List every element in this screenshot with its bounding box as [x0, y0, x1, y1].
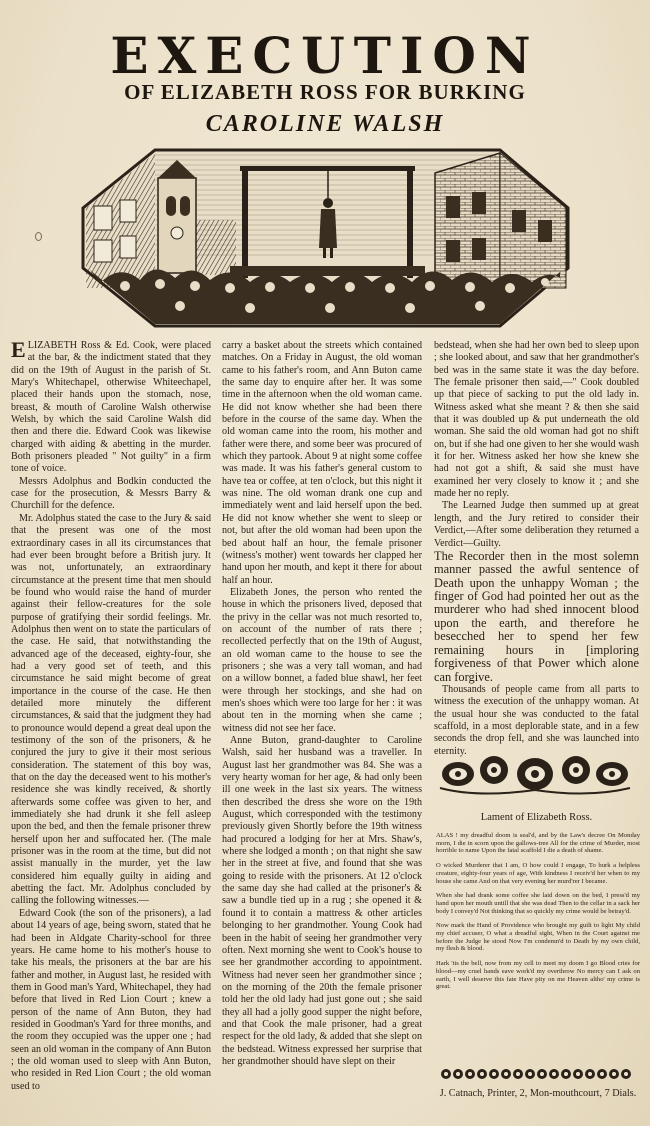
article-paragraph: bedstead, when she had her own bed to sleep upon ; she looked about, and saw that her grandmother's bed was in the same state it was the day before. The female prisoner then said,—" Cook doubled up that piece of sacking to put the old lady in. Witness asked what she meant ? & then she said that it was doubled up & put underneath the old woman. She said the old woman had got no shift on, but if she had one given to her she would wash it for her. Witness asked her how she knew she had not got a shift, & said she must have examined her very closely to know it ; and she made her no reply. — [434, 340, 639, 500]
article-column-2 — [222, 340, 422, 1120]
lament-verse: Hark 'tis the bell, now from my cell to meet my doom I go Blood cries for blood—my cruel hands eave work'd my overthrow No mercy can I ask on earth, I well deserve this fate Have pity on me Heaven altho' my crime is great. — [436, 960, 640, 991]
printer-imprint: J. Catnach, Printer, 2, Mon-mouthcourt, 7 Dials. — [439, 1088, 637, 1099]
decorative-border — [440, 1066, 634, 1082]
article-paragraph: Elizabeth Jones, the person who rented the house in which the prisoners lived, deposed that the privy in the cellar was not much resorted to, on account of the number of rats there ; recollected perfectly that on the 19th of August, an old woman came to the house to see the prisoners ; she was a very tall woman, and had on a willow bonnet, a faded blue shawl, her feet were through her stockings, and she had on men's shoes which were too large for her : it was about ten in the morning when she came ; witness did not see her face. — [222, 586, 422, 734]
headline-subtitle: OF ELIZABETH ROSS FOR BURKING — [124, 80, 526, 104]
lament-verse: ALAS ! my dreadful doom is seal'd, and by the Law's decree On Monday morn, I die in scorn upon the gallows-tree All for the crime of Murder, most horrible to name Upon the fatal scaffold I die a death of shame. — [436, 832, 640, 855]
article-paragraph: The Learned Judge then summed up at great length, and the Jury retired to consider their Verdict,—After some deliberation they returned a Verdict—Guilty. — [434, 500, 639, 549]
lament-title: Lament of Elizabeth Ross. — [480, 812, 593, 823]
execution-woodcut-illustration — [80, 148, 570, 328]
article-paragraph: Edward Cook (the son of the prisoners), a lad about 14 years of age, being sworn, stated that he had been in Aldgate Charity-school for three years. He came home to his mother's house to take his meals, the prisoners at the bar are his father and mother, in August last, he resided with them in Good man's Yard, Whitechapel, they had before that lived in Red Lion Court ; knew a person of the name of Ann Buton, they had resided in Goodman's Yard for three months, and the room they occupied was the upper one ; had seen an old woman in the company of Ann Buton ; the old woman used to sleep with Ann Buton, who resided in Red Lion Court ; the old woman used to — [11, 907, 211, 1092]
article-column-1 — [11, 337, 211, 1120]
floral-ornament — [438, 748, 632, 800]
article-column-3 — [434, 340, 639, 757]
article-paragraph: Anne Buton, grand-daughter to Caroline Walsh, said her husband was a traveller. In August last her grandmother was 84. She was a very hearty woman for her age, & had only been ill one week in the last six years. The witness then described the dress she wore on the 19th August, which corresponded with the testimony previously given Shortly before the 19th witness had procured a lodging for her at Mrs. Shaw's, where she lodged a month ; on that night she saw her in the street at five, and found that she was going to reside with the prisoners. At 12 o'clock the same day she had called at the prisoner's & saw a bundle tied up in a rug ; she opened it & found it to contain a mattress & other articles belonging to her grandmother. Young Cook had been in the habit of seeing her grandmother very often. Next morning she went to Cook's house to see her grandmother according to appointment. Witness had never seen her grandmother since ; on the morning of the 20th the female prisoner told her the old lady had just gone out ; she said they all had a jolly good supper the night before, and that Cook the male prisoner, had a great respect for the old lady, & added that she slept on the bedstead. Witness expressed her surprise that her grandmother should have slept on their — [222, 735, 422, 1067]
lament-verses — [436, 832, 640, 998]
page-mark — [35, 232, 42, 241]
article-paragraph: Messrs Adolphus and Bodkin conducted the case for the prosecution, & Messrs Barry & Churchill for the defence. — [11, 475, 211, 512]
sentence-paragraph: The Recorder then in the most solemn manner passed the awful sentence of Death upon the unhappy Woman ; the finger of God had pointed her out as the murderer who had shed innocent blood upon the earth, and therefore he besecched her to spend her few remaining hours in [imploring forgiveness of that Power which alone can forgive. — [434, 548, 639, 684]
drop-cap: E — [11, 337, 26, 362]
headline-victim-name: CAROLINE WALSH — [205, 111, 445, 137]
article-paragraph: ELIZABETH Ross & Ed. Cook, were placed at the bar, & the indictment stated that they did on the 19th of August in the parish of St. Mary's Whitechapel, otherwise Whiteechapel, placed their hands upon the stomach, nose, breast, & mouth of Caroline Walsh otherwise Welsh, by which the said Caroline Walsh did then and there die. Edward Cook was likewise charged with aiding & abetting in the murder. Both prisoners pleaded " Not guilty" in a firm tone of voice. — [11, 337, 211, 475]
article-paragraph: carry a basket about the streets which contained matches. On a Friday in August, the old woman came to his father's room, and Ann Buton came the same day to enquire after her. It was some time in the afternoon when the old woman came. He did not know whether she had been there before in the course of the same day. When the old woman came into the room, his mother and father were there, and some beer was procured of which they partook. About 9 at night some coffee was made. It was his father's general custom to have tea or coffee, at ten o'clock, but this night it was nine. The old woman drank one cup and immediately went and laid herself upon the bed. He did not know whether she went to sleep or not, but after the old woman had been upon the bed about half an hour, the female prisoner (witness's mother) went towards her clapped her hand upon her mouth, and kept it there for about half an hour. — [222, 340, 422, 586]
article-paragraph: Mr. Adolphus stated the case to the Jury & said that the present was one of the most extraordinary cases in all its circumstances that had ever been brought before a British jury. It was not, unfortunately, an extraordinary circumstance at the present time that men should be found who would raise the hand of murder against their fellow-creatures for the sole purpose of gratifying their sordid feelings. Mr. Adolphus then went on to state the particulars of the case. He said, that notwithstanding the advanced age of the deceased, eighty-four, she had a very good set of teeth, and this circumstance he said might become of great importance in the course of the case. He then detailed more minutely the different circumstances, & said that the judgment they had to pronounce would depend a great deal upon the testimony of the son of the prisoners, & he conjured the jury to give it their most serious consideration. The statement of this boy was, that on the day the deceased went to his mother's residence she was kindly received, & shortly afterwards some coffee was given to her, and immediately she had drunk it she fell asleep upon the bed, and then the female prisoner threw herself upon her and suffocated her. (The male prisoner was in the room at the time, but did not assist manually in the murder, yet the law considered him equally guilty in aiding and abetting the fact. Mr. Adolphus concluded by calling the following witnesses.— — [11, 512, 211, 907]
lament-verse: When she had drank some coffee she laid down on the bed, I press'd my hand upon her mouth untill that she was dead Then to the cellar in a sack her body I convey'd Not thinking that so quickly my crime would be betray'd. — [436, 892, 640, 915]
headline-title: EXECUTION — [110, 26, 540, 85]
article-paragraph: Thousands of people came from all parts to witness the execution of the unhappy woman. At the usual hour she was conducted to the fatal scaffold, in a most deplorable state, and in a few seconds the drop fell, and she was launched into eternity. — [434, 683, 639, 757]
lament-verse: O wicked Murderer that I am, O how could I engage, To burk a helpless creature, eighty-four years of age, With kindness I receiv'd her when to my house she came And on that very evening her murd'rer I became. — [436, 862, 640, 885]
lament-verse: Now mark the Hand of Providence who brought my guilt to light My child my chief accuser, O what a dreadful sight, When in the Court against me before the Judge he stood Now I'm condemn'd to Death by my own child, my flesh & blood. — [436, 922, 640, 953]
